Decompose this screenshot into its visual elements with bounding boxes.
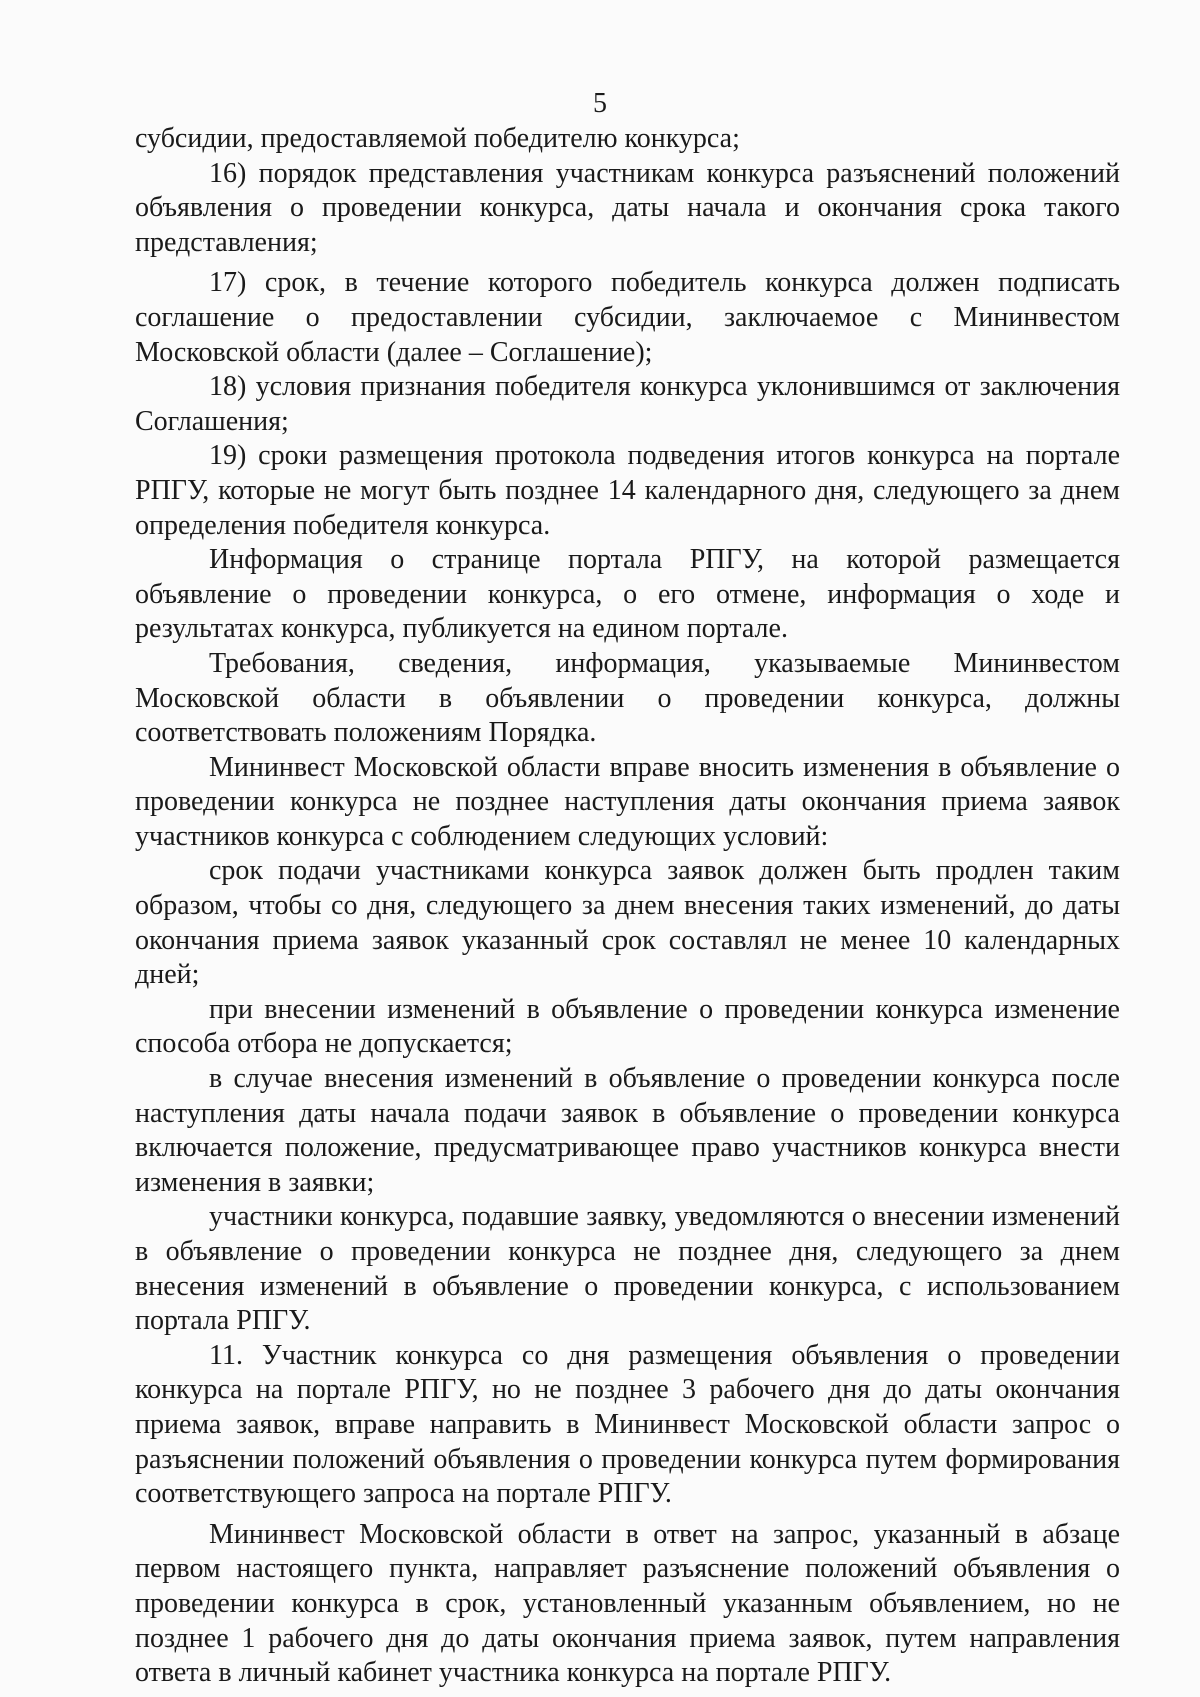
list-item-18: 18) условия признания победителя конкурса уклонившимся от заключения Соглашения; [135, 371, 1120, 437]
section-11: 11. Участник конкурса со дня размещения объявления о проведении конкурса на портале РПГУ, но не позднее 3 рабочего дня до даты окончания приема заявок, вправе направить в Мининвест Московской области запрос о разъяснении положений объявления о проведении конкурса путем формирования соответствующего запроса на портале РПГУ. [135, 1339, 1120, 1510]
condition-selection-method: при внесении изменений в объявление о проведении конкурса изменение способа отбора не допускается; [135, 993, 1120, 1060]
condition-amendments: в случае внесения изменений в объявление о проведении конкурса после наступления даты начала подачи заявок в объявление о проведении конкурса включается положение, предусматривающее право участников конкурса внести изменения в заявки; [135, 1063, 1120, 1198]
paragraph-requirements: Требования, сведения, информация, указываемые Мининвестом Московской области в объявлении о проведении конкурса, должны соответствовать положениям Порядка. [135, 647, 1120, 749]
paragraph-changes: Мининвест Московской области вправе вносить изменения в объявление о проведении конкурса не позднее наступления даты окончания приема заявок участников конкурса с соблюдением следующих условий: [135, 751, 1120, 852]
condition-notification: участники конкурса, подавшие заявку, уведомляются о внесении изменений в объявление о проведении конкурса не позднее дня, следующего за днем внесения изменений в объявление о проведении конкурса, с использованием портала РПГУ. [135, 1201, 1120, 1337]
list-item-17: 17) срок, в течение которого победитель конкурса должен подписать соглашение о предоставлении субсидии, заключаемое с Мининвестом Московской области (далее – Соглашение); [135, 267, 1120, 368]
list-item-19: 19) сроки размещения протокола подведения итогов конкурса на портале РПГУ, которые не могут быть позднее 14 календарного дня, следующего за днем определения победителя конкурса. [135, 440, 1120, 541]
page-number: 5 [593, 88, 607, 119]
document-body [135, 122, 1120, 1691]
paragraph-portal-info: Информация о странице портала РПГУ, на которой размещается объявление о проведении конкурса, о его отмене, информация о ходе и результатах конкурса, публикуется на едином портале. [135, 544, 1120, 645]
condition-deadline: срок подачи участниками конкурса заявок должен быть продлен таким образом, чтобы со дня, следующего за днем внесения таких изменений, до даты окончания приема заявок указанный срок составлял не менее 10 календарных дней; [135, 855, 1120, 991]
paragraph-continuation: субсидии, предоставляемой победителю конкурса; [135, 123, 740, 154]
list-item-16: 16) порядок представления участникам конкурса разъяснений положений объявления о проведении конкурса, даты начала и окончания срока такого представления; [135, 157, 1120, 258]
paragraph-response: Мининвест Московской области в ответ на запрос, указанный в абзаце первом настоящего пункта, направляет разъяснение положений объявления о проведении конкурса в срок, установленный указанным объявлением, но не позднее 1 рабочего дня до даты окончания приема заявок, путем направления ответа в личный кабинет участника конкурса на портале РПГУ. [135, 1518, 1120, 1689]
